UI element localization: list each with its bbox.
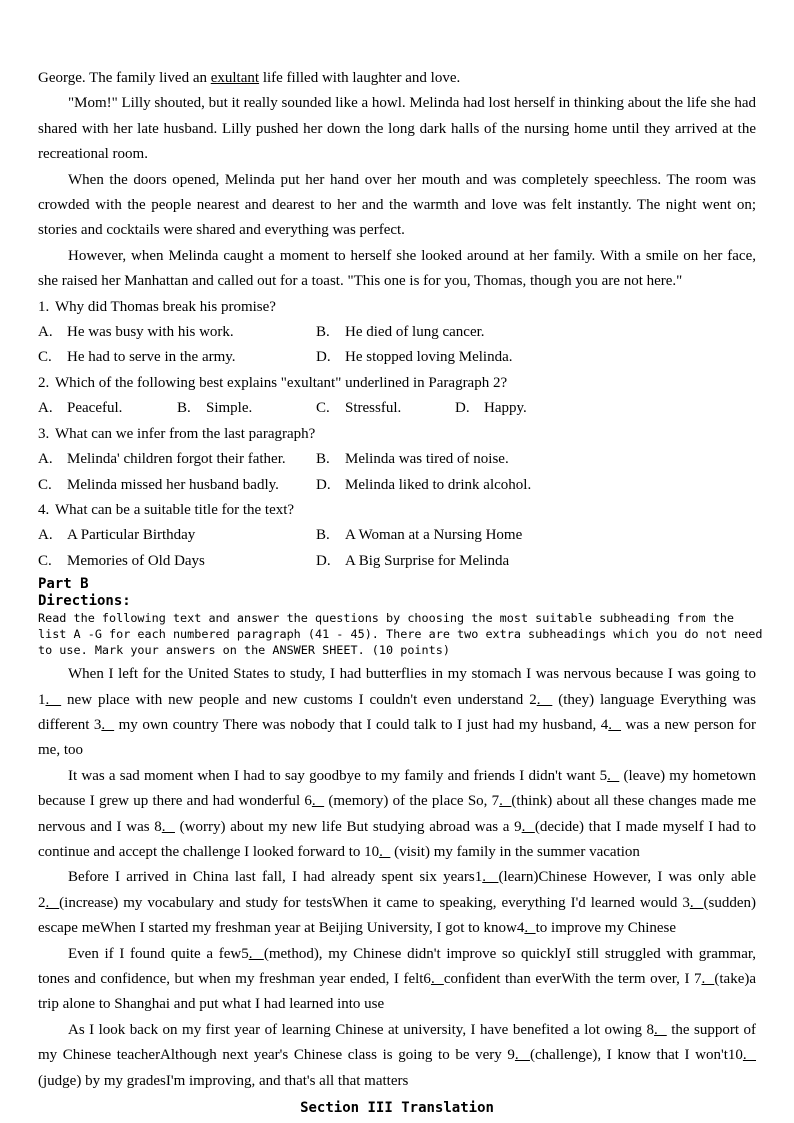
question-number: 2. — [38, 374, 50, 391]
directions-label: Directions: — [38, 593, 131, 610]
question-text: What can we infer from the last paragraph? — [55, 425, 316, 442]
question-2-stem — [38, 371, 756, 396]
option-c — [38, 549, 316, 574]
option-a — [38, 396, 177, 421]
cloze1-paragraph-sad-moment: It was a sad moment when I had to say goodbye to my family and friends I didn't want 5. (leave) my hometown because I grew up there and had wonderful 6. (memory) of the place So, 7. (think) about all these changes made me nervous and I was 8. (worry) about my new life But studying abroad was a 9. (decide) that I made myself I had to continue and accept the challenge I looked forward to 10. (visit) my family in the summer vacation — [38, 767, 757, 860]
option-text: A Big Surprise for Melinda — [345, 552, 510, 569]
part-b-section — [38, 576, 763, 658]
option-c — [316, 396, 455, 421]
option-text: He had to serve in the army. — [67, 349, 236, 366]
option-d — [455, 396, 756, 421]
option-d — [316, 549, 756, 574]
cloze2-paragraph-before-i-arrived: Before I arrived in China last fall, I had already spent six years1. (learn)Chinese However, I was only able 2. (increase) my vocabulary and study for testsWhen it came to speaking, everything I'd learned would 3. (sudden) escape meWhen I started my freshman year at Beijing University, I got to know4. to improve my Chinese — [38, 869, 757, 937]
option-label: D. — [316, 476, 331, 493]
option-text: A Particular Birthday — [67, 527, 196, 544]
question-text: Why did Thomas break his promise? — [55, 298, 276, 315]
cloze-passage-1 — [38, 662, 756, 865]
reading-questions — [38, 295, 756, 574]
option-c — [38, 473, 316, 498]
option-text: He was busy with his work. — [67, 324, 234, 341]
option-label: A. — [38, 324, 53, 341]
part-b-heading: Part B — [38, 576, 89, 593]
option-text: Simple. — [206, 400, 253, 417]
passage-paragraph-continuation: George. The family lived an exultant life filled with laughter and love. — [38, 70, 461, 86]
option-b — [316, 320, 756, 345]
option-text: He stopped loving Melinda. — [345, 349, 513, 366]
option-label: B. — [177, 400, 191, 417]
passage-paragraph-doors-opened: When the doors opened, Melinda put her hand over her mouth and was completely speechless. The room was crowded with the people nearest and dearest to her and the warmth and love was felt instantly. The night went on; stories and cocktails were shared and everything was perfect. — [38, 171, 756, 239]
option-d — [316, 345, 756, 370]
cloze1-paragraph-when-i-left: When I left for the United States to study, I had butterflies in my stomach I was nervous because I was going to 1. new place with new people and new customs I couldn't even understand 2. (they) language Everything was different 3. my own country There was nobody that I could talk to I just had my husband, 4. was a new person for me, too — [38, 666, 757, 759]
question-3-options — [38, 447, 756, 498]
question-3 — [38, 422, 756, 498]
option-label: A. — [38, 451, 53, 468]
question-2 — [38, 371, 756, 422]
passage-paragraph-mom-shouted: "Mom!" Lilly shouted, but it really sounded like a howl. Melinda had lost herself in thinking about the life she had shared with her late husband. Lilly pushed her down the long dark halls of the nursing home until they arrived at the recreational room. — [38, 95, 756, 163]
option-text: Melinda' children forgot their father. — [67, 451, 286, 468]
option-text: A Woman at a Nursing Home — [345, 527, 523, 544]
option-b — [316, 447, 756, 472]
directions-text-line-2: list A -G for each numbered paragraph (41 - 45). There are two extra subheadings which you do not need — [38, 627, 763, 642]
question-4-options — [38, 523, 756, 574]
option-a — [38, 523, 316, 548]
option-label: D. — [316, 552, 331, 569]
option-text: Stressful. — [345, 400, 402, 417]
passage-paragraph-toast: However, when Melinda caught a moment to herself she looked around at her family. With a smile on her face, she raised her Manhattan and called out for a toast. "This one is for you, Thomas, though you are not here." — [38, 247, 756, 290]
option-b — [316, 523, 756, 548]
option-c — [38, 345, 316, 370]
option-label: A. — [38, 400, 53, 417]
option-label: D. — [316, 349, 331, 366]
option-label: C. — [38, 349, 52, 366]
option-text: Melinda was tired of noise. — [345, 451, 509, 468]
question-text: What can be a suitable title for the text? — [55, 501, 295, 518]
question-text: Which of the following best explains "exultant" underlined in Paragraph 2? — [55, 374, 508, 391]
option-label: C. — [38, 476, 52, 493]
option-text: Melinda missed her husband badly. — [67, 476, 279, 493]
question-1 — [38, 295, 756, 371]
option-label: C. — [38, 552, 52, 569]
cloze-passage-2 — [38, 865, 756, 1094]
option-label: D. — [455, 400, 470, 417]
question-number: 4. — [38, 501, 50, 518]
option-text: He died of lung cancer. — [345, 324, 485, 341]
cloze2-paragraph-even-if: Even if I found quite a few5. (method), my Chinese didn't improve so quicklyI still struggled with grammar, tones and confidence, but when my freshman year ended, I felt6. confident than everWith the term over, I 7. (take)a trip alone to Shanghai and put what I had learned into use — [38, 945, 757, 1013]
question-2-options — [38, 396, 756, 421]
question-number: 1. — [38, 298, 50, 315]
option-label: C. — [316, 400, 330, 417]
option-label: B. — [316, 324, 330, 341]
option-label: A. — [38, 527, 53, 544]
question-4-stem — [38, 498, 756, 523]
option-label: B. — [316, 527, 330, 544]
question-3-stem — [38, 422, 756, 447]
question-1-options — [38, 320, 756, 371]
option-text: Melinda liked to drink alcohol. — [345, 476, 532, 493]
directions-text-line-1: Read the following text and answer the questions by choosing the most suitable subheading from the — [38, 611, 735, 626]
option-a — [38, 320, 316, 345]
directions-text-line-3: to use. Mark your answers on the ANSWER SHEET. (10 points) — [38, 643, 450, 658]
option-text: Memories of Old Days — [67, 552, 205, 569]
cloze2-paragraph-as-i-look-back: As I look back on my first year of learning Chinese at university, I have benefited a lot owing 8. the support of my Chinese teacherAlthough next year's Chinese class is going to be very 9. (challenge), I know that I won't10. (judge) by my gradesI'm improving, and that's all that matters — [38, 1021, 757, 1089]
option-d — [316, 473, 756, 498]
option-b — [177, 396, 316, 421]
question-4 — [38, 498, 756, 574]
question-number: 3. — [38, 425, 50, 442]
option-label: B. — [316, 451, 330, 468]
reading-passage — [38, 66, 756, 295]
option-text: Peaceful. — [67, 400, 123, 417]
option-a — [38, 447, 316, 472]
option-text: Happy. — [484, 400, 527, 417]
section-iii-title: Section III Translation — [300, 1100, 494, 1117]
question-1-stem — [38, 295, 756, 320]
